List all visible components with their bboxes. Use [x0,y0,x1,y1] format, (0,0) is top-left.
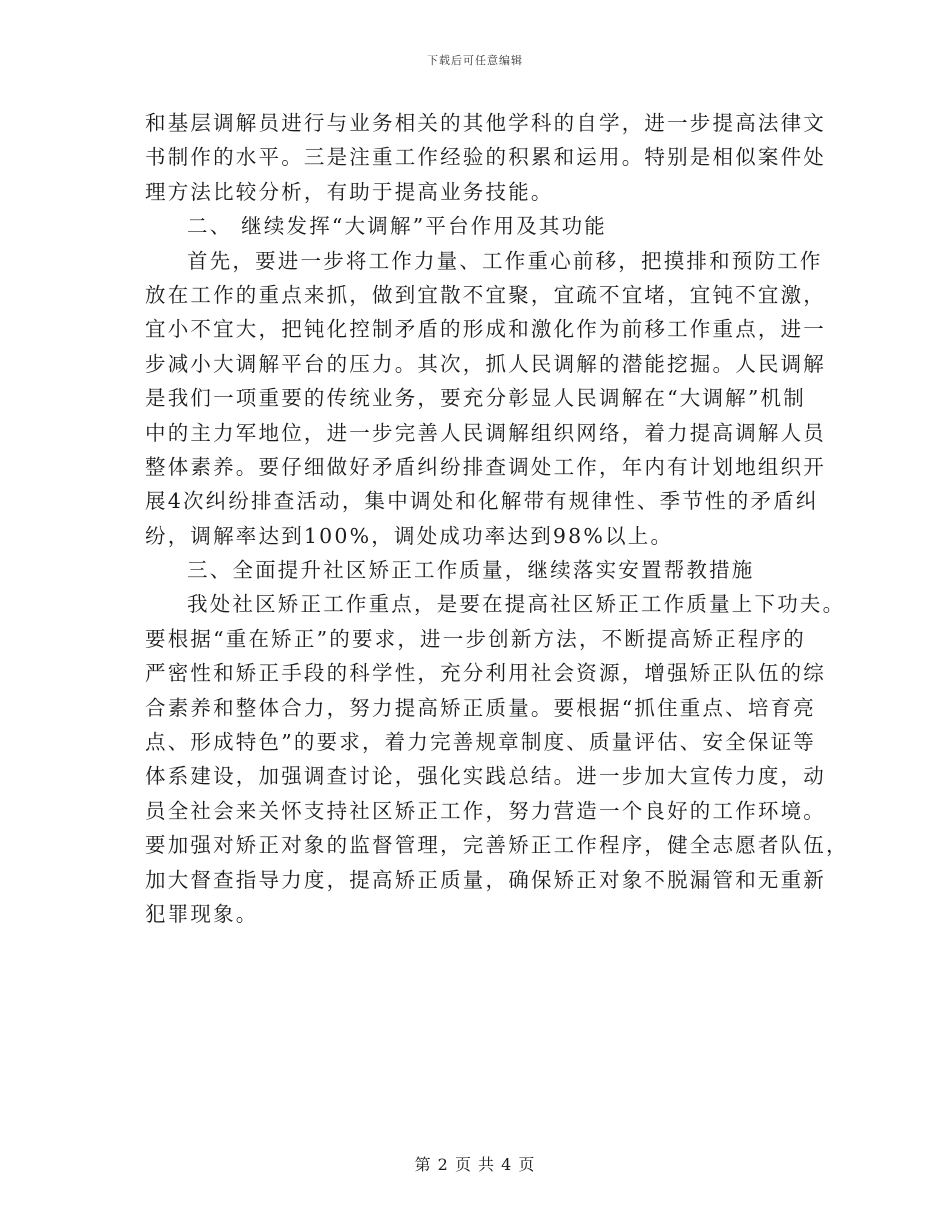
text-line: 合素养和整体合力，努力提高矫正质量。要根据“抓住重点、培育亮 [145,695,816,720]
text-line: 理方法比较分析，有助于提高业务技能。 [145,179,554,204]
text-line: 我处社区矫正工作重点，是要在提高社区矫正工作质量上下功夫。 [187,592,846,617]
text-line: 宜小不宜大，把钝化控制矛盾的形成和激化作为前移工作重点，进一 [145,317,826,342]
text-line: 三、全面提升社区矫正工作质量，继续落实安置帮教措施 [187,558,755,583]
text-line: 是我们一项重要的传统业务，要充分彰显人民调解在“大调解”机制 [145,386,806,411]
page-header-note: 下载后可任意编辑 [427,54,523,67]
text-line: 纷，调解率达到100%，调处成功率达到98%以上。 [145,523,674,548]
text-line: 点、形成特色”的要求，着力完善规章制度、质量评估、安全保证等 [145,730,816,755]
text-line: 展4次纠纷排查活动，集中调处和化解带有规律性、季节性的矛盾纠 [145,489,819,514]
text-line: 要根据“重在矫正”的要求，进一步创新方法，不断提高矫正程序的 [145,626,806,651]
text-line: 要加强对矫正对象的监督管理，完善矫正工作程序，健全志愿者队伍， [145,833,849,858]
text-line: 加大督查指导力度，提高矫正质量，确保矫正对象不脱漏管和无重新 [145,867,826,892]
text-line: 整体素养。要仔细做好矛盾纠纷排查调处工作，年内有计划地组织开 [145,454,826,479]
text-line: 书制作的水平。三是注重工作经验的积累和运用。特别是相似案件处 [145,145,826,170]
text-line: 犯罪现象。 [145,901,259,926]
text-line: 体系建设，加强调查讨论，强化实践总结。进一步加大宣传力度，动 [145,764,826,789]
text-line: 步减小大调解平台的压力。其次，抓人民调解的潜能挖掘。人民调解 [145,351,826,376]
page-footer: 第 2 页 共 4 页 [414,1155,536,1174]
text-line: 放在工作的重点来抓，做到宜散不宜聚，宜疏不宜堵，宜钝不宜激， [145,282,826,307]
text-line: 二、 继续发挥“大调解”平台作用及其功能 [187,214,607,239]
text-line: 和基层调解员进行与业务相关的其他学科的自学，进一步提高法律文 [145,111,826,135]
document-body [145,106,849,931]
text-line: 严密性和矫正手段的科学性，充分利用社会资源，增强矫正队伍的综 [145,661,826,686]
text-line: 中的主力军地位，进一步完善人民调解组织网络，着力提高调解人员 [145,420,826,445]
text-line: 员全社会来关怀支持社区矫正工作，努力营造一个良好的工作环境。 [145,798,826,823]
text-line: 首先，要进一步将工作力量、工作重心前移，把摸排和预防工作 [187,248,823,273]
